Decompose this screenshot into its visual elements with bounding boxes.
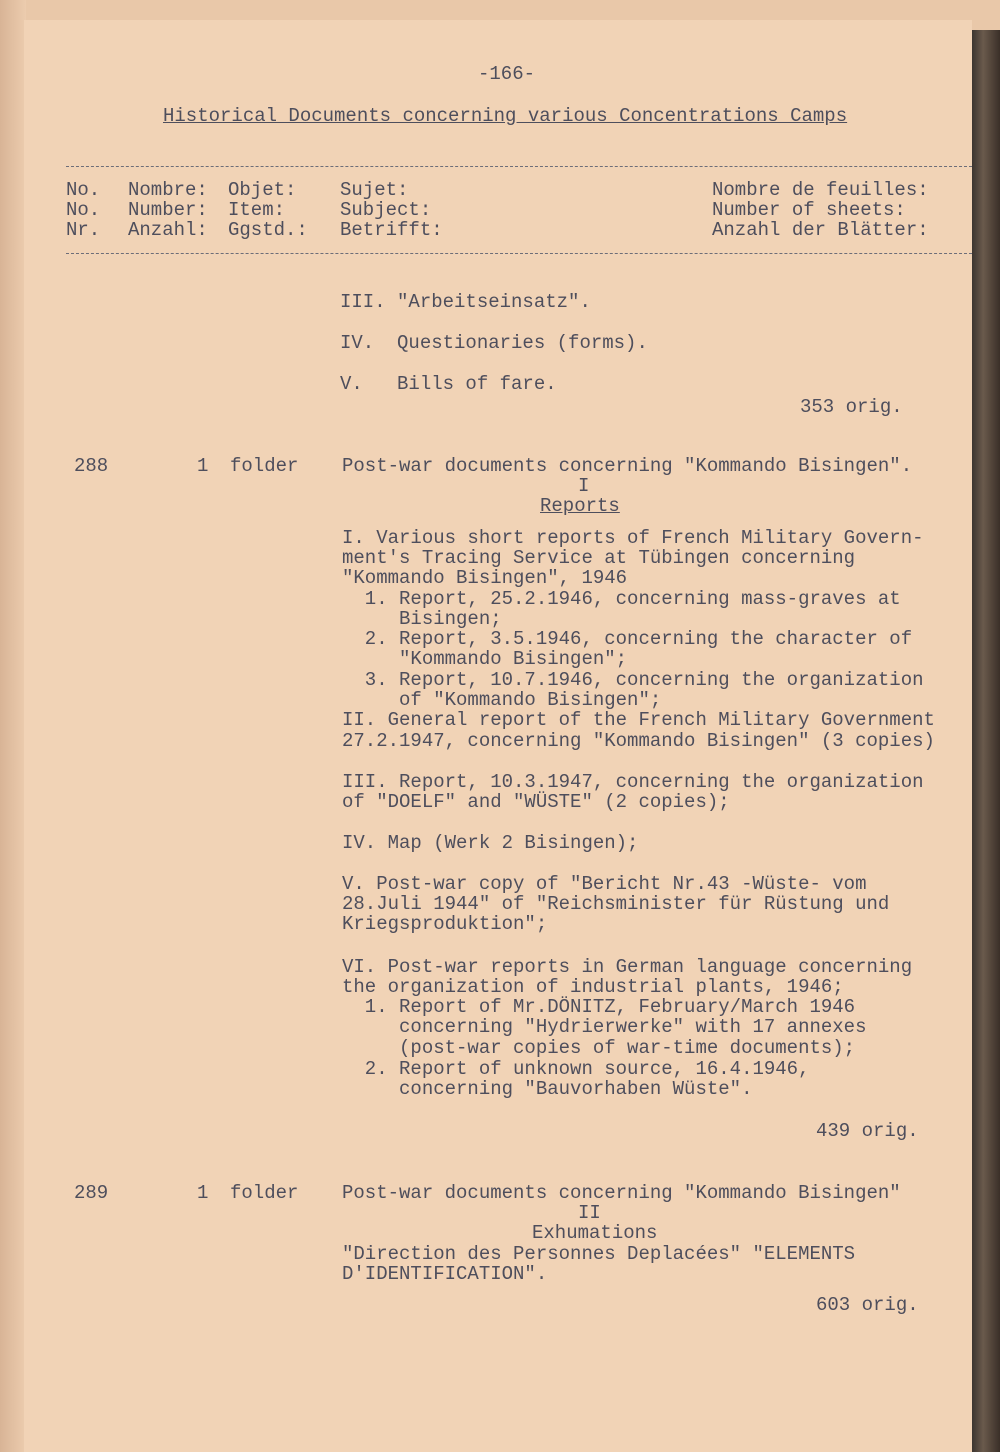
- page-edge-shadow: [972, 30, 1000, 1452]
- entry-no: 289: [74, 1182, 109, 1204]
- entry-item: folder: [230, 455, 299, 477]
- entry-roman: II: [578, 1202, 601, 1224]
- header-rule-bottom: [66, 253, 972, 254]
- entry-number: 1: [197, 1182, 209, 1204]
- page-title: Historical Documents concerning various Concentrations Camps: [163, 105, 848, 127]
- entry-section: Exhumations: [532, 1222, 658, 1244]
- sheets-count: 439 orig.: [816, 1120, 919, 1142]
- entry-title: Post-war documents concerning "Kommando Bisingen".: [342, 455, 913, 477]
- sheets-count: 353 orig.: [800, 396, 903, 418]
- entry-item: folder: [230, 1182, 299, 1204]
- book-gutter: [0, 0, 26, 1452]
- entry-number: 1: [197, 455, 209, 477]
- entry-section: Reports: [540, 495, 620, 517]
- entry-roman: I: [578, 475, 590, 497]
- entry-title: Post-war documents concerning "Kommando Bisingen": [342, 1182, 901, 1204]
- header-rule-top: [66, 166, 972, 167]
- entry-no: 288: [74, 455, 109, 477]
- page-number: -166-: [478, 63, 536, 85]
- sheets-count: 603 orig.: [816, 1294, 919, 1316]
